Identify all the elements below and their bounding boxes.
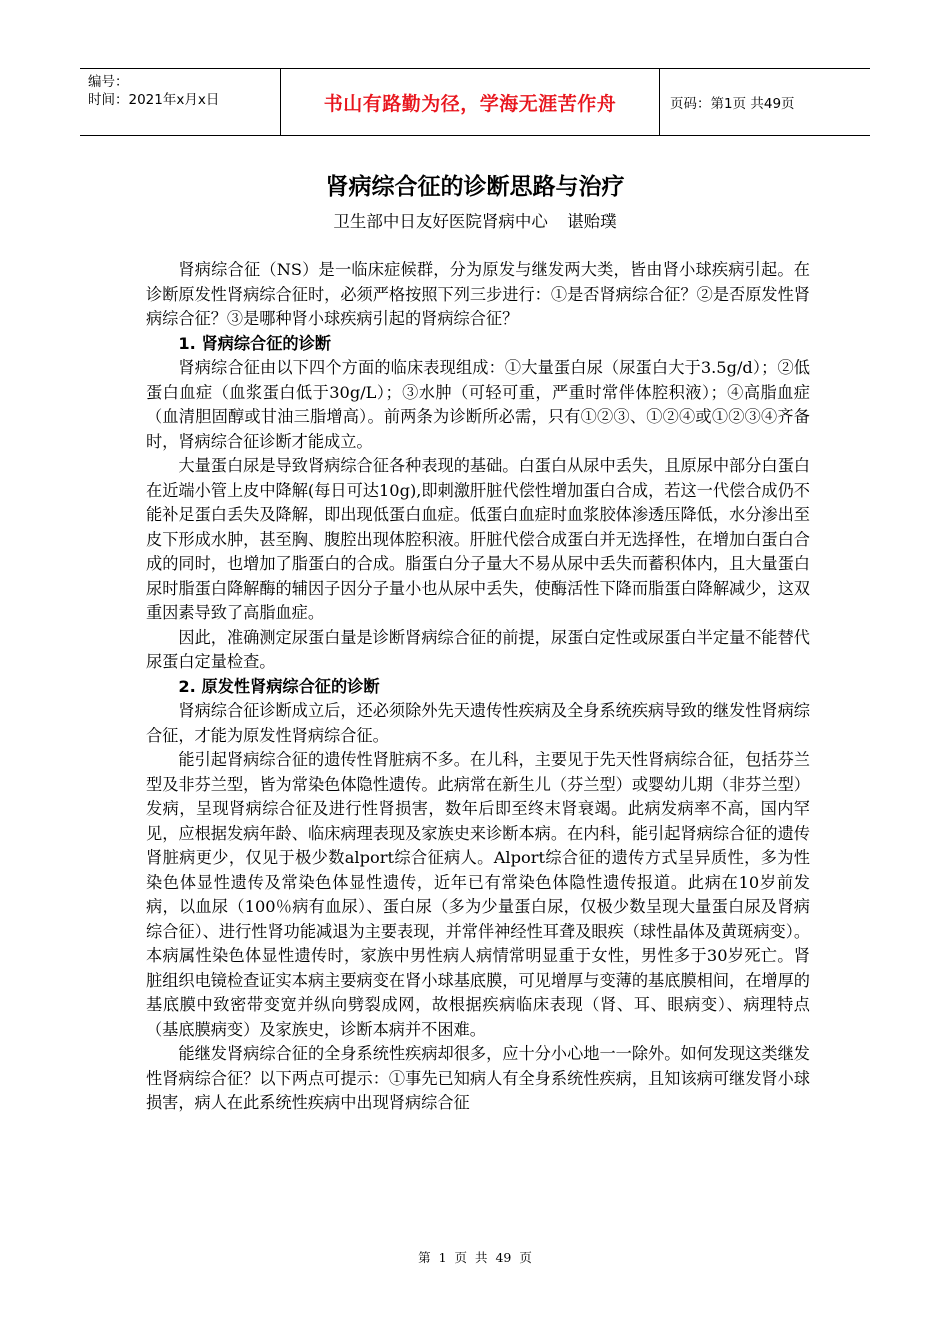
page-header [80,68,870,136]
number-label: 编号： [88,74,129,90]
paragraph: 大量蛋白尿是导致肾病综合征各种表现的基础。白蛋白从尿中丢失，且原尿中部分白蛋白在近端小管上皮中降解(每日可达10g),即刺激肝脏代偿性增加蛋白合成，若这一代偿合成仍不能补足蛋白丢失及降解，即出现低蛋白血症。低蛋白血症时血浆胶体渗透压降低，水分渗出至皮下形成水肿，甚至胸、腹腔出现体腔积液。肝脏代偿合成蛋白并无选择性，在增加白蛋白合成的同时，也增加了脂蛋白的合成。脂蛋白分子量大不易从尿中丢失而蓄积体内，且大量蛋白尿时脂蛋白降解酶的辅因子因分子量小也从尿中丢失，使酶活性下降而脂蛋白降解减少，这双重因素导致了高脂血症。 [146,456,810,622]
header-meta [80,69,280,135]
document-body [146,258,810,1116]
paragraph: 能引起肾病综合征的遗传性肾脏病不多。在儿科，主要见于先天性肾病综合征，包括芬兰型及非芬兰型，皆为常染色体隐性遗传。此病常在新生儿（芬兰型）或婴幼儿期（非芬兰型）发病，呈现肾病综合征及进行性肾损害，数年后即至终末肾衰竭。此病发病率不高，国内罕见，应根据发病年龄、临床病理表现及家族史来诊断本病。在内科，能引起肾病综合征的遗传肾脏病更少，仅见于极少数alport综合征病人。Alport综合征的遗传方式呈异质性，多为性染色体显性遗传及常染色体显性遗传，近年已有常染色体隐性遗传报道。此病在10岁前发病，以血尿（100％病有血尿）、蛋白尿（多为少量蛋白尿，仅极少数呈现大量蛋白尿及肾病综合征）、进行性肾功能减退为主要表现，并常伴神经性耳聋及眼疾（球性晶体及黄斑病变）。本病属性染色体显性遗传时，家族中男性病人病情常明显重于女性，男性多于30岁死亡。肾脏组织电镜检查证实本病主要病变在肾小球基底膜，可见增厚与变薄的基底膜相间，在增厚的基底膜中致密带变宽并纵向劈裂成网，故根据疾病临床表现（肾、耳、眼病变）、病理特点（基底膜病变）及家族史，诊断本病并不困难。 [146,750,810,1039]
date-label: 时间：2021年x月x日 [88,92,220,108]
paragraph: 肾病综合征（NS）是一临床症候群，分为原发与继发两大类，皆由肾小球疾病引起。在诊断原发性肾病综合征时，必须严格按照下列三步进行：①是否肾病综合征？②是否原发性肾病综合征？③是哪种肾小球疾病引起的肾病综合征？ [146,260,810,328]
paragraph: 肾病综合征由以下四个方面的临床表现组成：①大量蛋白尿（尿蛋白大于3.5g/d）；②低蛋白血症（血浆蛋白低于30g/L）；③水肿（可轻可重，严重时常伴体腔积液）；④高脂血症（血清胆固醇或甘油三脂增高）。前两条为诊断所必需，只有①②③、①②④或①②③④齐备时，肾病综合征诊断才能成立。 [146,358,810,451]
paragraph: 因此，准确测定尿蛋白量是诊断肾病综合征的前提，尿蛋白定性或尿蛋白半定量不能替代尿蛋白定量检查。 [146,627,810,671]
section-heading: 1. 肾病综合征的诊断 [178,333,331,353]
paragraph: 肾病综合征诊断成立后，还必须除外先天遗传性疾病及全身系统疾病导致的继发性肾病综合征，才能为原发性肾病综合征。 [146,701,810,745]
document-author: 卫生部中日友好医院肾病中心 谌贻璞 [333,212,617,231]
section-heading: 2. 原发性肾病综合征的诊断 [178,676,380,696]
header-motto: 书山有路勤为径，学海无涯苦作舟 [280,69,660,135]
header-page-info: 页码：第1页 共49页 [670,96,795,112]
document-title: 肾病综合征的诊断思路与治疗 [325,174,625,200]
page-footer: 第 1 页 共 49 页 [418,1250,532,1265]
paragraph: 能继发肾病综合征的全身系统性疾病却很多，应十分小心地一一除外。如何发现这类继发性肾病综合征？以下两点可提示：①事先已知病人有全身系统性疾病，且知该病可继发肾小球损害，病人在此系统性疾病中出现肾病综合征 [146,1044,810,1112]
